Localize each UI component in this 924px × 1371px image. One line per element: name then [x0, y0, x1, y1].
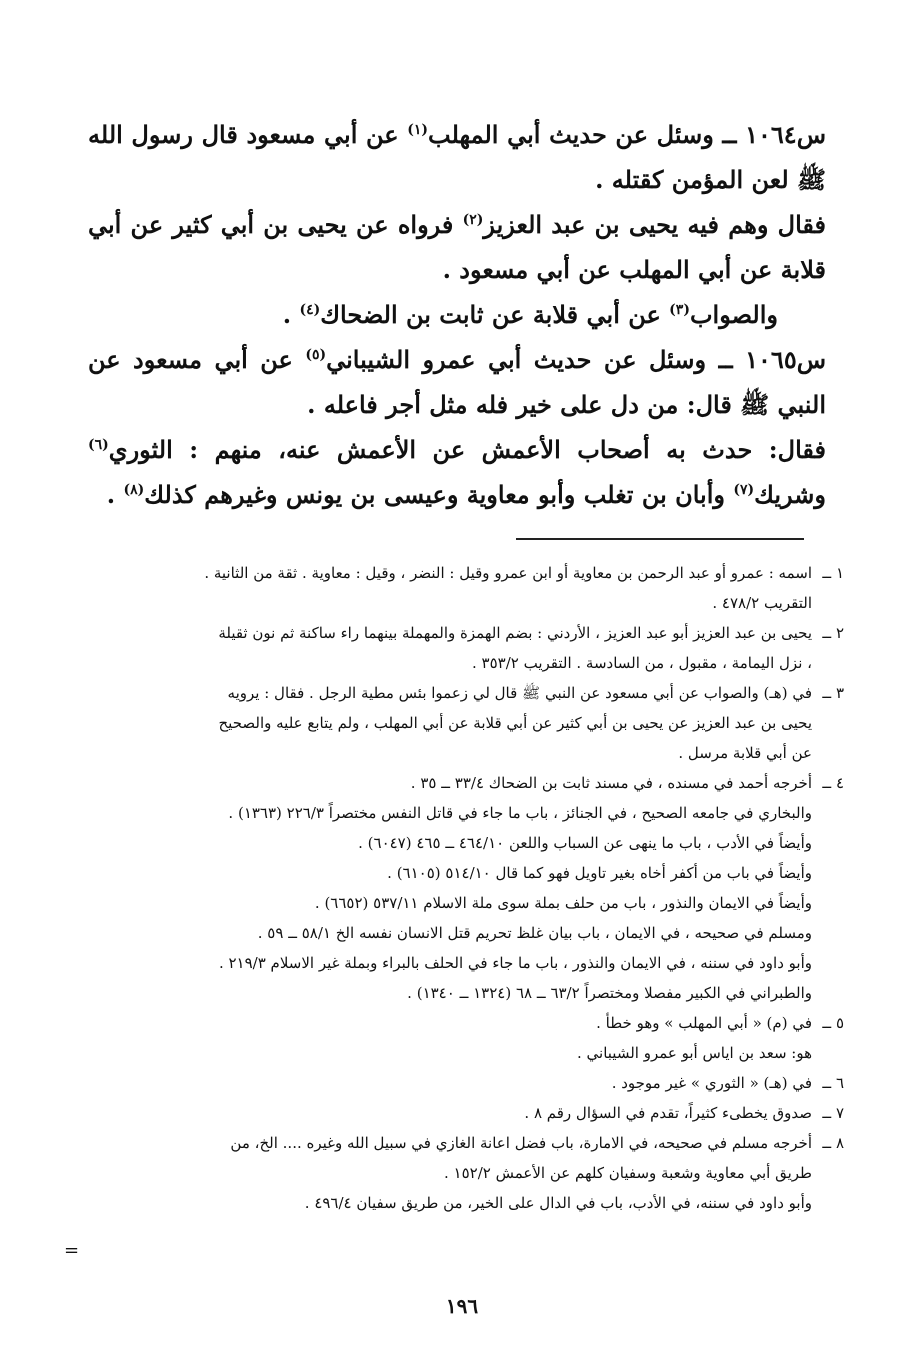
footnote-line: وأيضاً في الأدب ، باب ما ينهى عن السباب واللعن ٤٦٤/١٠ ــ ٤٦٥ (٦٠٤٧) .	[358, 834, 812, 852]
footnote-line: أخرجه أحمد في مسنده ، في مسند ثابت بن الضحاك ٣٣/٤ ــ ٣٥ .	[410, 774, 812, 792]
footnote-marker: (١)	[407, 122, 429, 138]
footnote-line: وأبو داود في سننه، في الأدب، باب في الدال على الخير، من طريق سفيان ٤٩٦/٤ .	[304, 1194, 812, 1212]
footnote	[92, 1128, 844, 1218]
text-segment: وسئل عن حديث أبي المهلب	[428, 120, 723, 149]
text-segment: عن أبي مسعود قال رسول الله ﷺ لعن المؤمن كقتله .	[88, 120, 826, 194]
footnote-line: وأبو داود في سننه ، في الايمان والنذور ، باب ما جاء في الحلف بالبراء وبملة غير الاسلام ٢١٩/٣ .	[218, 954, 812, 972]
footnote-line: اسمه : عمرو أو عبد الرحمن بن معاوية أو ابن عمرو وقيل : النضر ، وقيل : معاوية . ثقة من الثانية .	[204, 564, 812, 582]
main-text	[88, 112, 826, 517]
footnote-number: ٣ ــ	[822, 684, 844, 702]
main-paragraph	[88, 202, 826, 292]
footnote-line: ، نزل اليمامة ، مقبول ، من السادسة . التقريب ٣٥٣/٢ .	[472, 654, 812, 672]
footnote-number: ٥ ــ	[822, 1014, 844, 1032]
footnote-marker: (٦)	[88, 437, 109, 453]
footnotes	[92, 558, 844, 1218]
margin-mark: =	[64, 1240, 80, 1261]
text-segment: وأبان بن تغلب وأبو معاوية وعيسى بن يونس وغيرهم كذلك	[144, 480, 734, 509]
main-paragraph	[88, 292, 826, 337]
main-paragraph	[88, 427, 826, 517]
footnote-line: ومسلم في صحيحه ، في الايمان ، باب بيان غلظ تحريم قتل الانسان نفسه الخ ٥٨/١ ــ ٥٩ .	[257, 924, 812, 942]
footnote-marker: (٥)	[305, 347, 327, 363]
footnote-line: أخرجه مسلم في صحيحه، في الامارة، باب فضل اعانة الغازي في سبيل الله وغيره .... الخ، من	[230, 1134, 812, 1152]
footnote-marker: (٣)	[669, 302, 690, 318]
footnote	[92, 768, 844, 1008]
footnote	[92, 558, 844, 618]
footnote-line: هو: سعد بن اياس أبو عمرو الشيباني .	[576, 1044, 812, 1062]
footnote-marker: (٢)	[462, 212, 484, 228]
footnote-marker: (٤)	[299, 302, 321, 318]
page-number: ١٩٦	[445, 1294, 479, 1318]
footnote-line: في (هـ) « الثوري » غير موجود .	[611, 1074, 812, 1092]
footnote-number: ٦ ــ	[822, 1074, 844, 1092]
text-segment: عن أبي مسعود عن النبي ﷺ قال: من دل على خير فله مثل أجر فاعله .	[88, 345, 826, 419]
footnote-line: وأيضاً في الايمان والنذور ، باب من حلف بملة سوى ملة الاسلام ٥٣٧/١١ (٦٦٥٢) .	[314, 894, 812, 912]
text-segment: .	[282, 300, 300, 329]
main-paragraph	[88, 337, 826, 427]
footnote-line: يحيى بن عبد العزيز عن يحيى بن أبي كثير عن أبي قلابة عن أبي المهلب ، ولم يتابع عليه والصحيح	[218, 714, 812, 732]
question-number: س١٠٦٤ ــ	[722, 120, 826, 149]
footnote-line: صدوق يخطىء كثيراً، تقدم في السؤال رقم ٨ .	[524, 1104, 812, 1122]
text-segment: فرواه عن يحيى بن أبي كثير عن أبي قلابة عن أبي المهلب عن أبي مسعود .	[88, 210, 826, 284]
footnote-separator	[516, 538, 804, 540]
text-segment: فقال وهم فيه يحيى بن عبد العزيز	[483, 210, 827, 239]
footnote-number: ١ ــ	[822, 564, 844, 582]
main-paragraph	[88, 112, 826, 202]
footnote-number: ٤ ــ	[822, 774, 844, 792]
text-segment: .	[106, 480, 124, 509]
footnote-marker: (٧)	[733, 482, 755, 498]
footnote-line: يحيى بن عبد العزيز أبو عبد العزيز ، الأردني : بضم الهمزة والمهملة بينهما راء ساكنة ثم نون ثقيلة	[218, 624, 812, 642]
footnote	[92, 1098, 844, 1128]
footnote-line: في (م) « أبي المهلب » وهو خطأ .	[596, 1014, 812, 1032]
footnote-number: ٨ ــ	[822, 1134, 844, 1152]
footnote-number: ٢ ــ	[822, 624, 844, 642]
footnote-line: عن أبي قلابة مرسل .	[678, 744, 812, 762]
text-segment: وشريك	[754, 480, 826, 509]
footnote	[92, 1068, 844, 1098]
footnote-line: التقريب ٤٧٨/٢ .	[712, 594, 812, 612]
footnote-number: ٧ ــ	[822, 1104, 844, 1122]
footnote-line: في (هـ) والصواب عن أبي مسعود عن النبي ﷺ قال لي زعموا بئس مطية الرجل . فقال : يرويه	[227, 684, 812, 702]
text-segment: فقال: حدث به أصحاب الأعمش عن الأعمش عنه، منهم : الثوري	[108, 435, 826, 464]
footnote	[92, 618, 844, 678]
footnote-line: وأيضاً في باب من أكفر أخاه بغير تاويل فهو كما قال ٥١٤/١٠ (٦١٠٥) .	[387, 864, 812, 882]
footnote-line: طريق أبي معاوية وشعبة وسفيان كلهم عن الأعمش ١٥٢/٢ .	[444, 1164, 812, 1182]
footnote-marker: (٨)	[123, 482, 145, 498]
footnote	[92, 678, 844, 768]
text-segment: وسئل عن حديث أبي عمرو الشيباني	[326, 345, 719, 374]
question-number: س١٠٦٥ ــ	[718, 345, 826, 374]
footnote-line: والطبراني في الكبير مفصلا ومختصراً ٦٣/٢ ــ ٦٨ (١٣٢٤ ــ ١٣٤٠) .	[407, 984, 812, 1002]
footnote	[92, 1008, 844, 1068]
text-segment: والصواب	[689, 300, 778, 329]
text-segment: عن أبي قلابة عن ثابت بن الضحاك	[320, 300, 670, 329]
footnote-line: والبخاري في جامعه الصحيح ، في الجنائز ، باب ما جاء في قاتل النفس مختصراً ٢٢٦/٣ (١٣٦٣) .	[228, 804, 812, 822]
